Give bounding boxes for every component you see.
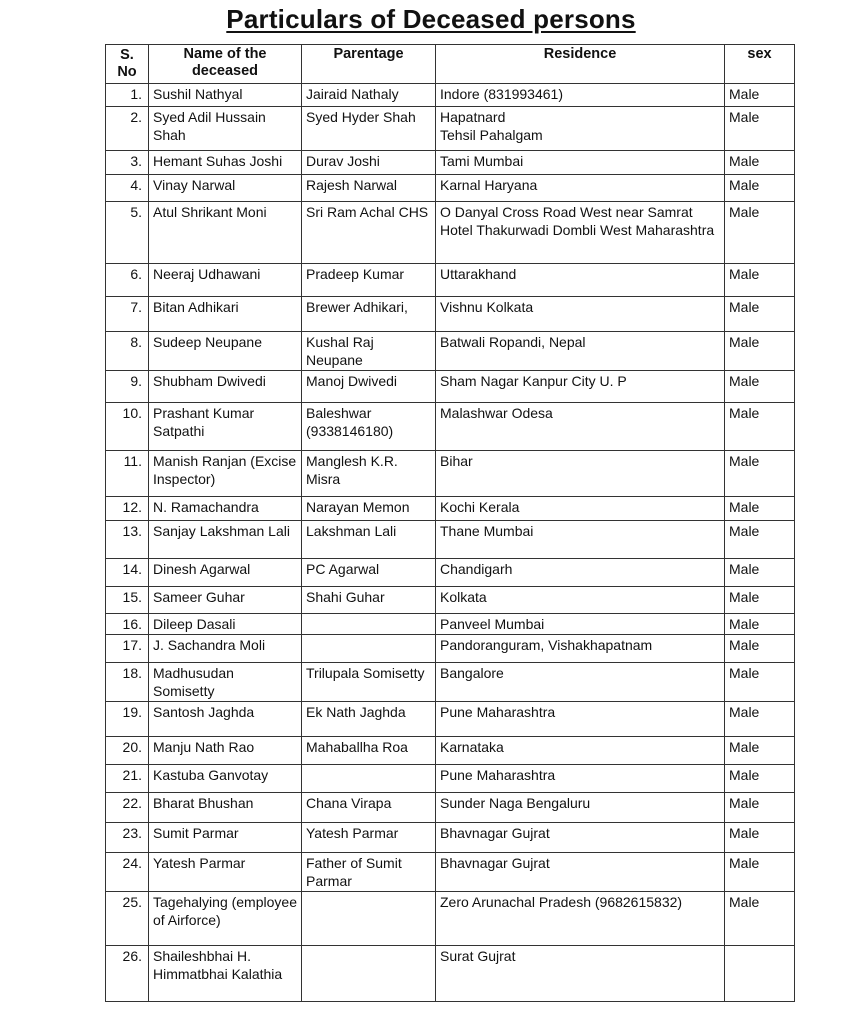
cell-sno: 18.: [106, 663, 149, 702]
cell-parentage: Ek Nath Jaghda: [302, 702, 436, 737]
cell-sno: 10.: [106, 403, 149, 451]
cell-name: Shaileshbhai H. Himmatbhai Kalathia: [149, 946, 302, 1002]
cell-sno: 23.: [106, 823, 149, 853]
header-sno-line2: No: [117, 64, 137, 80]
cell-sex: Male: [725, 892, 795, 946]
table-row: [106, 202, 795, 264]
cell-residence: Bhavnagar Gujrat: [436, 853, 725, 892]
cell-name: Neeraj Udhawani: [149, 264, 302, 297]
cell-residence: Pune Maharashtra: [436, 702, 725, 737]
table-row: [106, 823, 795, 853]
cell-residence: Batwali Ropandi, Nepal: [436, 332, 725, 371]
header-name-line1: Name of the: [183, 46, 267, 62]
cell-parentage: Manoj Dwivedi: [302, 371, 436, 403]
cell-parentage: [302, 946, 436, 1002]
cell-sno: 2.: [106, 107, 149, 151]
cell-residence: Bihar: [436, 451, 725, 497]
header-residence: Residence: [436, 45, 725, 84]
cell-residence: Malashwar Odesa: [436, 403, 725, 451]
cell-residence: Pune Maharashtra: [436, 765, 725, 793]
table-row: [106, 614, 795, 635]
cell-sno: 5.: [106, 202, 149, 264]
cell-parentage: Jairaid Nathaly: [302, 84, 436, 107]
header-sex: sex: [725, 45, 795, 84]
cell-residence: Pandoranguram, Vishakhapatnam: [436, 635, 725, 663]
cell-sno: 16.: [106, 614, 149, 635]
cell-sno: 25.: [106, 892, 149, 946]
cell-parentage: [302, 892, 436, 946]
cell-name: N. Ramachandra: [149, 497, 302, 521]
cell-sex: Male: [725, 521, 795, 559]
cell-sno: 15.: [106, 587, 149, 614]
cell-residence: Surat Gujrat: [436, 946, 725, 1002]
cell-name: Santosh Jaghda: [149, 702, 302, 737]
cell-name: Manish Ranjan (Excise Inspector): [149, 451, 302, 497]
cell-sno: 14.: [106, 559, 149, 587]
cell-residence: Sham Nagar Kanpur City U. P: [436, 371, 725, 403]
cell-name: Sanjay Lakshman Lali: [149, 521, 302, 559]
cell-sex: Male: [725, 702, 795, 737]
cell-sno: 24.: [106, 853, 149, 892]
cell-sex: Male: [725, 614, 795, 635]
cell-sex: [725, 946, 795, 1002]
cell-parentage: Narayan Memon: [302, 497, 436, 521]
cell-name: Dinesh Agarwal: [149, 559, 302, 587]
cell-parentage: Father of Sumit Parmar: [302, 853, 436, 892]
cell-sno: 12.: [106, 497, 149, 521]
cell-name: Bharat Bhushan: [149, 793, 302, 823]
cell-residence: Thane Mumbai: [436, 521, 725, 559]
cell-sno: 26.: [106, 946, 149, 1002]
cell-parentage: Sri Ram Achal CHS: [302, 202, 436, 264]
header-sno-line1: S.: [120, 47, 134, 63]
cell-sno: 4.: [106, 175, 149, 202]
cell-sno: 11.: [106, 451, 149, 497]
cell-sex: Male: [725, 737, 795, 765]
table-row: [106, 702, 795, 737]
cell-name: Sumit Parmar: [149, 823, 302, 853]
cell-name: J. Sachandra Moli: [149, 635, 302, 663]
cell-sex: Male: [725, 451, 795, 497]
table-row: [106, 559, 795, 587]
cell-name: Kastuba Ganvotay: [149, 765, 302, 793]
cell-residence: Bangalore: [436, 663, 725, 702]
table-row: [106, 587, 795, 614]
cell-sex: Male: [725, 559, 795, 587]
cell-residence: Kolkata: [436, 587, 725, 614]
cell-sno: 20.: [106, 737, 149, 765]
table-row: [106, 946, 795, 1002]
cell-parentage: Shahi Guhar: [302, 587, 436, 614]
cell-parentage: Rajesh Narwal: [302, 175, 436, 202]
cell-sno: 21.: [106, 765, 149, 793]
cell-sex: Male: [725, 371, 795, 403]
header-parentage: Parentage: [302, 45, 436, 84]
cell-sex: Male: [725, 403, 795, 451]
cell-parentage: Lakshman Lali: [302, 521, 436, 559]
table-row: [106, 853, 795, 892]
cell-residence: Sunder Naga Bengaluru: [436, 793, 725, 823]
cell-residence: Tami Mumbai: [436, 151, 725, 175]
table-row: [106, 175, 795, 202]
cell-residence: O Danyal Cross Road West near Samrat Hotel Thakurwadi Dombli West Maharashtra: [436, 202, 725, 264]
cell-residence: Uttarakhand: [436, 264, 725, 297]
cell-parentage: Baleshwar (9338146180): [302, 403, 436, 451]
cell-name: Madhusudan Somisetty: [149, 663, 302, 702]
table-row: [106, 371, 795, 403]
cell-residence: Chandigarh: [436, 559, 725, 587]
cell-sex: Male: [725, 497, 795, 521]
header-name-line2: deceased: [191, 63, 259, 79]
cell-parentage: Mahaballha Roa: [302, 737, 436, 765]
cell-sex: Male: [725, 587, 795, 614]
table-row: [106, 332, 795, 371]
cell-sex: Male: [725, 332, 795, 371]
cell-residence: Karnataka: [436, 737, 725, 765]
cell-residence: Hapatnard Tehsil Pahalgam: [436, 107, 725, 151]
table-row: [106, 737, 795, 765]
cell-name: Sudeep Neupane: [149, 332, 302, 371]
header-sno: [106, 45, 149, 84]
cell-name: Prashant Kumar Satpathi: [149, 403, 302, 451]
cell-residence: Bhavnagar Gujrat: [436, 823, 725, 853]
page-title: Particulars of Deceased persons: [226, 4, 636, 34]
cell-sex: Male: [725, 175, 795, 202]
cell-residence: Indore (831993461): [436, 84, 725, 107]
cell-sno: 3.: [106, 151, 149, 175]
cell-sno: 9.: [106, 371, 149, 403]
cell-sno: 22.: [106, 793, 149, 823]
table-row: [106, 497, 795, 521]
cell-sno: 13.: [106, 521, 149, 559]
cell-parentage: [302, 614, 436, 635]
cell-sno: 6.: [106, 264, 149, 297]
cell-name: Yatesh Parmar: [149, 853, 302, 892]
cell-name: Vinay Narwal: [149, 175, 302, 202]
table-row: [106, 403, 795, 451]
cell-name: Shubham Dwivedi: [149, 371, 302, 403]
cell-name: Atul Shrikant Moni: [149, 202, 302, 264]
table-header-row: [106, 45, 795, 84]
cell-name: Tagehalying (employee of Airforce): [149, 892, 302, 946]
cell-name: Hemant Suhas Joshi: [149, 151, 302, 175]
cell-residence: Panveel Mumbai: [436, 614, 725, 635]
cell-residence: Vishnu Kolkata: [436, 297, 725, 332]
cell-sex: Male: [725, 107, 795, 151]
cell-residence: Kochi Kerala: [436, 497, 725, 521]
cell-parentage: Chana Virapa: [302, 793, 436, 823]
cell-sno: 17.: [106, 635, 149, 663]
table-row: [106, 151, 795, 175]
table-row: [106, 635, 795, 663]
cell-sex: Male: [725, 151, 795, 175]
cell-residence: Zero Arunachal Pradesh (9682615832): [436, 892, 725, 946]
cell-parentage: Brewer Adhikari,: [302, 297, 436, 332]
table-row: [106, 264, 795, 297]
cell-name: Syed Adil Hussain Shah: [149, 107, 302, 151]
cell-residence: Karnal Haryana: [436, 175, 725, 202]
cell-parentage: [302, 765, 436, 793]
table-row: [106, 793, 795, 823]
cell-parentage: Pradeep Kumar: [302, 264, 436, 297]
cell-parentage: Kushal Raj Neupane: [302, 332, 436, 371]
table-row: [106, 84, 795, 107]
table-row: [106, 765, 795, 793]
cell-sex: Male: [725, 84, 795, 107]
cell-sex: Male: [725, 793, 795, 823]
cell-sex: Male: [725, 663, 795, 702]
cell-sno: 7.: [106, 297, 149, 332]
cell-name: Sameer Guhar: [149, 587, 302, 614]
cell-sex: Male: [725, 853, 795, 892]
deceased-table: [105, 44, 795, 1002]
cell-sex: Male: [725, 765, 795, 793]
cell-parentage: Yatesh Parmar: [302, 823, 436, 853]
table-row: [106, 521, 795, 559]
cell-sex: Male: [725, 202, 795, 264]
table-row: [106, 451, 795, 497]
table-row: [106, 892, 795, 946]
table-row: [106, 297, 795, 332]
cell-sno: 19.: [106, 702, 149, 737]
cell-parentage: Manglesh K.R. Misra: [302, 451, 436, 497]
cell-parentage: [302, 635, 436, 663]
table-row: [106, 107, 795, 151]
cell-parentage: PC Agarwal: [302, 559, 436, 587]
table-row: [106, 663, 795, 702]
cell-sex: Male: [725, 823, 795, 853]
cell-name: Manju Nath Rao: [149, 737, 302, 765]
cell-sex: Male: [725, 264, 795, 297]
cell-name: Dileep Dasali: [149, 614, 302, 635]
cell-parentage: Syed Hyder Shah: [302, 107, 436, 151]
cell-parentage: Durav Joshi: [302, 151, 436, 175]
cell-sno: 8.: [106, 332, 149, 371]
cell-sno: 1.: [106, 84, 149, 107]
cell-name: Sushil Nathyal: [149, 84, 302, 107]
header-name: [149, 45, 302, 84]
cell-sex: Male: [725, 635, 795, 663]
cell-name: Bitan Adhikari: [149, 297, 302, 332]
cell-sex: Male: [725, 297, 795, 332]
cell-parentage: Trilupala Somisetty: [302, 663, 436, 702]
